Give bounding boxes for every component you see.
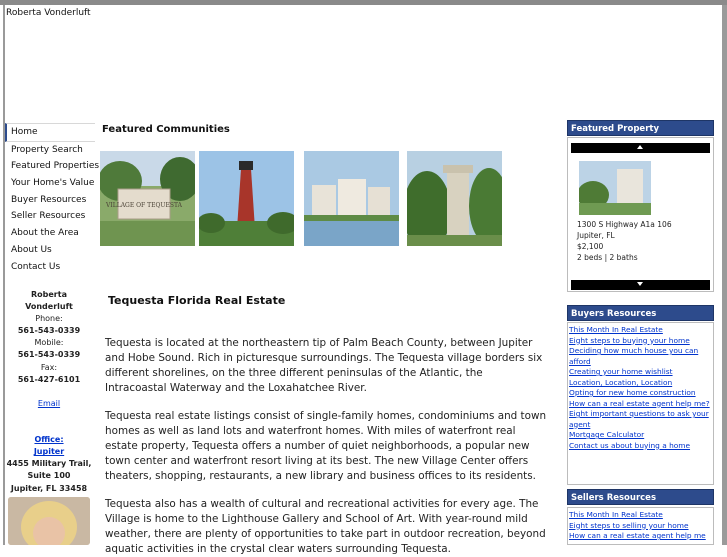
- featured-property-header: Featured Property: [567, 120, 714, 136]
- featured-communities-title: Featured Communities: [102, 124, 230, 135]
- property-city: Jupiter, FL: [577, 231, 615, 240]
- scroll-down-button[interactable]: [571, 280, 710, 290]
- buyers-link[interactable]: Eight important questions to ask your agent: [569, 409, 709, 429]
- agent-photo: [8, 497, 90, 545]
- phone-label: Phone:: [35, 314, 63, 324]
- arrow-down-icon: [637, 282, 643, 286]
- buyers-resources-list: [567, 322, 714, 485]
- community-photo-lighthouse[interactable]: [199, 151, 294, 246]
- top-border: [0, 0, 727, 5]
- featured-property-photo[interactable]: [579, 161, 651, 215]
- scroll-up-button[interactable]: [571, 143, 710, 153]
- site-name: Roberta Vonderluft: [6, 8, 91, 18]
- address-line-1: 4455 Military Trail,: [6, 459, 92, 469]
- agent-contact: [6, 289, 92, 495]
- sellers-resources-list: [567, 507, 714, 545]
- nav-home[interactable]: Home: [5, 123, 95, 142]
- nav-featured-properties[interactable]: Featured Properties: [11, 161, 100, 172]
- nav-property-search[interactable]: Property Search: [11, 144, 83, 155]
- nav-buyer-resources[interactable]: Buyer Resources: [11, 194, 87, 205]
- page-heading: Tequesta Florida Real Estate: [108, 294, 286, 307]
- community-photo-tequesta-sign[interactable]: [100, 151, 195, 246]
- listings-paragraph: Tequesta real estate listings consist of single-family homes, condominiums and town homes as well as land lots and waterfront homes. With miles of waterfront real estate property, Tequesta offers a number of quiet neighborhoods, a popular new town center and waterfront resort living at its best. The new Village Center offers theaters, shopping, restaurants, a new library and business offices to its residents.: [105, 410, 547, 482]
- nav-about-us[interactable]: About Us: [11, 244, 52, 255]
- property-details: 2 beds | 2 baths: [577, 253, 638, 262]
- address-line-3: Jupiter, FL 33458: [10, 483, 88, 493]
- sign-text: VILLAGE OF TEQUESTA: [106, 202, 182, 209]
- office-label-link[interactable]: Office:: [34, 435, 64, 445]
- buyers-resources-header: Buyers Resources: [567, 305, 714, 321]
- buyers-link[interactable]: Deciding how much house you can afford: [569, 346, 699, 366]
- fax-number: 561-427-6101: [17, 374, 81, 384]
- activities-paragraph: Tequesta also has a wealth of cultural and recreational activities for every age. The Village is home to the Lighthouse Gallery and School of Art. With year-round mild weather, there are plenty of opportunities to take part in outdoor recreation, beyond aquatic activities in the crystal clear waters surrounding Tequesta.: [105, 498, 546, 555]
- fax-label: Fax:: [40, 362, 58, 372]
- sellers-link[interactable]: How can a real estate agent help me: [569, 531, 706, 540]
- intro-paragraph: Tequesta is located at the northeastern tip of Palm Beach County, between Jupiter and Hobe Sound. Rich in picturesque surroundings. The Tequesta village borders six different shorelines, on the three different peninsulas of the Atlantic, the Intracoastal Waterway and the Loxahatchee River.: [105, 337, 543, 394]
- featured-property-panel: [567, 137, 714, 292]
- community-photo-waterfront-condos[interactable]: [304, 151, 399, 246]
- buyers-link[interactable]: Eight steps to buying your home: [569, 335, 690, 345]
- buyers-link[interactable]: Creating your home wishlist: [569, 367, 673, 376]
- arrow-up-icon: [637, 145, 643, 149]
- email-link[interactable]: Email: [37, 398, 61, 408]
- nav-contact-us[interactable]: Contact Us: [11, 261, 61, 272]
- buyers-link[interactable]: Location, Location, Location: [569, 377, 673, 387]
- mobile-number: 561-543-0339: [17, 350, 81, 360]
- left-nav: [5, 123, 100, 275]
- agent-name: Roberta Vonderluft: [25, 290, 73, 312]
- nav-seller-resources[interactable]: Seller Resources: [11, 211, 86, 222]
- buyers-link[interactable]: How can a real estate agent help me?: [569, 398, 710, 408]
- featured-property-info: [577, 219, 672, 263]
- sellers-link[interactable]: Eight steps to selling your home: [569, 520, 689, 530]
- sellers-resources-header: Sellers Resources: [567, 489, 714, 505]
- phone-number: 561-543-0339: [17, 326, 81, 336]
- property-price: $2,100: [577, 242, 604, 251]
- nav-about-area[interactable]: About the Area: [11, 228, 79, 239]
- buyers-link[interactable]: Contact us about buying a home: [569, 440, 691, 450]
- community-photo-monument[interactable]: [407, 151, 502, 246]
- buyers-link[interactable]: Mortgage Calculator: [569, 430, 645, 439]
- sellers-link[interactable]: This Month In Real Estate: [569, 510, 663, 519]
- buyers-link[interactable]: This Month In Real Estate: [569, 325, 663, 334]
- nav-home-value[interactable]: Your Home's Value: [11, 178, 95, 189]
- office-name-link[interactable]: Jupiter: [33, 447, 65, 457]
- property-address: 1300 S Highway A1a 106: [577, 220, 672, 229]
- buyers-link[interactable]: Opting for new home construction: [569, 388, 696, 397]
- mobile-label: Mobile:: [34, 338, 64, 348]
- right-scrollbar[interactable]: [722, 5, 727, 545]
- address-line-2: Suite 100: [27, 471, 71, 481]
